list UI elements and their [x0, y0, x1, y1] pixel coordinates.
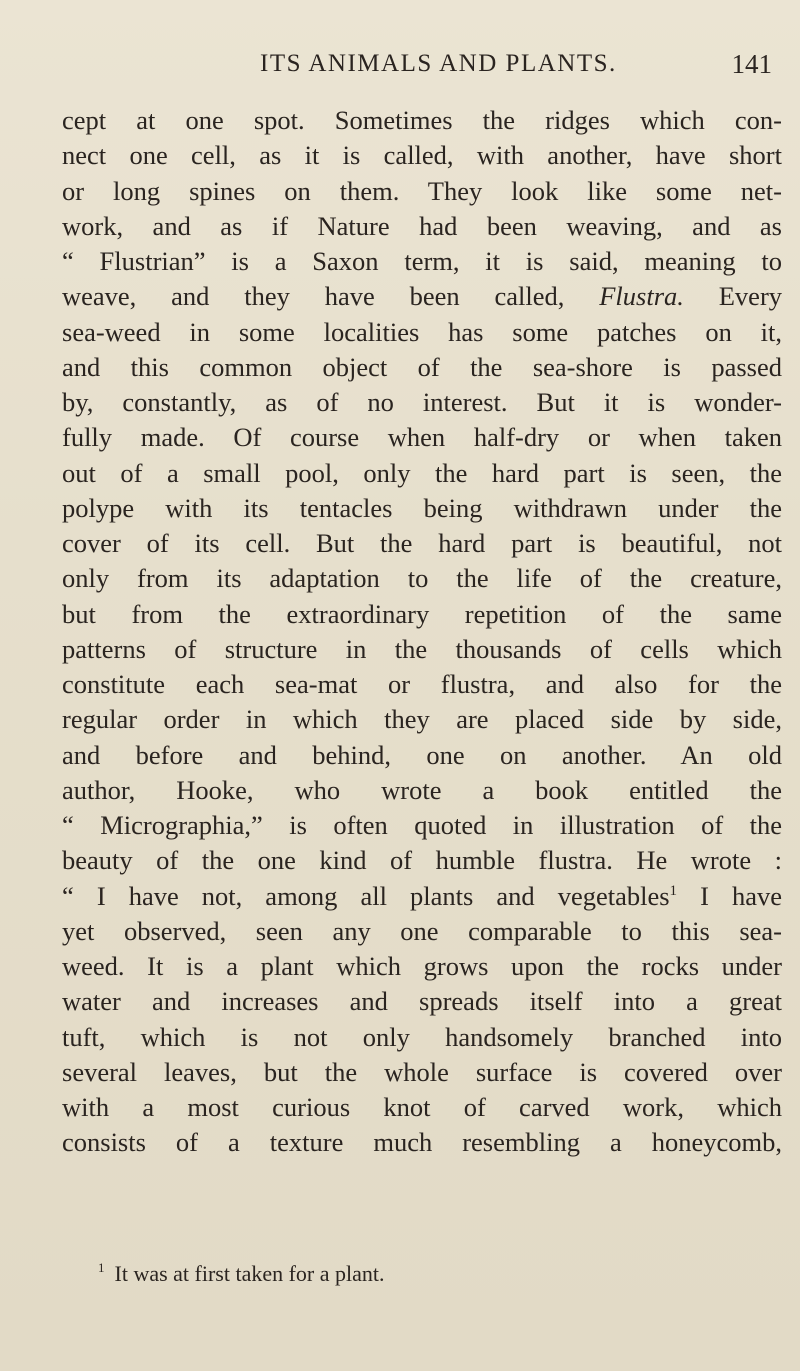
text-line: “ Flustrian” is a Saxon term, it is said, meaning to — [62, 246, 782, 276]
text-line: several leaves, but the whole surface is covered over — [62, 1056, 782, 1087]
text-line: sea-weed in some localities has some patches on it, — [62, 316, 782, 347]
page-number: 141 — [731, 49, 772, 79]
text-segment: “ I have not, among all plants and vegetables — [62, 880, 670, 911]
text-line: beauty of the one kind of humble flustra. He wrote : — [62, 845, 782, 876]
text-line: only from its adaptation to the life of the creature, — [62, 563, 782, 594]
running-head — [0, 44, 800, 84]
text-line: fully made. Of course when half-dry or when taken — [62, 422, 782, 453]
text-line: out of a small pool, only the hard part is seen, the — [62, 457, 782, 488]
text-segment: I have — [700, 880, 783, 911]
text-segment: weave, and they have been called, — [62, 281, 565, 312]
body-text — [62, 103, 782, 1161]
text-line: patterns of structure in the thousands of cells which — [62, 633, 782, 664]
text-line: water and increases and spreads itself into a great — [62, 986, 782, 1017]
footnote-mark: 1 — [98, 1260, 105, 1275]
text-line: with a most curious knot of carved work, which — [62, 1092, 782, 1122]
text-segment: Every — [718, 281, 783, 312]
text-line: by, constantly, as of no interest. But it is wonder- — [62, 387, 782, 417]
text-line: cept at one spot. Sometimes the ridges which con- — [62, 105, 782, 135]
text-line: polype with its tentacles being withdrawn under the — [62, 492, 782, 523]
running-title: ITS ANIMALS AND PLANTS. — [260, 50, 617, 77]
text-line: consists of a texture much resembling a honeycomb, — [62, 1127, 782, 1158]
footnote — [98, 1254, 385, 1288]
text-line: cover of its cell. But the hard part is beautiful, not — [62, 528, 782, 558]
text-line: or long spines on them. They look like some net- — [62, 175, 782, 206]
text-line: “ Micrographia,” is often quoted in illustration of the — [62, 810, 782, 840]
text-line: and this common object of the sea-shore is passed — [62, 351, 782, 382]
text-line: regular order in which they are placed side by side, — [62, 704, 782, 735]
text-line: and before and behind, one on another. An old — [62, 739, 782, 770]
text-line — [62, 279, 782, 314]
footnote-reference: 1 — [669, 882, 678, 899]
text-line: constitute each sea-mat or flustra, and also for the — [62, 669, 782, 699]
text-line: tuft, which is not only handsomely branched into — [62, 1021, 782, 1052]
text-line: nect one cell, as it is called, with another, have short — [62, 140, 782, 171]
text-line: yet observed, seen any one comparable to this sea- — [62, 915, 782, 946]
text-line — [62, 879, 782, 914]
text-line: weed. It is a plant which grows upon the rocks under — [62, 951, 782, 981]
italic-term: Flustra. — [599, 281, 684, 312]
text-line: author, Hooke, who wrote a book entitled the — [62, 774, 782, 805]
text-line: work, and as if Nature had been weaving, and as — [62, 210, 782, 241]
text-line: but from the extraordinary repetition of the same — [62, 598, 782, 629]
footnote-text: It was at first taken for a plant. — [114, 1261, 385, 1286]
